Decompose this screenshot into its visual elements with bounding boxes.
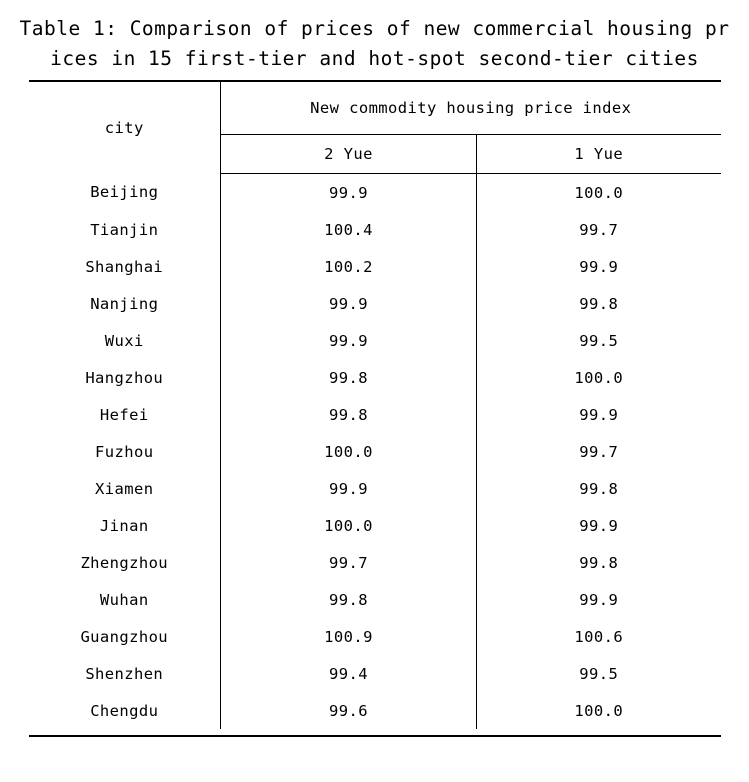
cell-month-1: 99.7 (579, 442, 619, 461)
cell-city: Tianjin (90, 220, 159, 239)
cell-city: Guangzhou (80, 627, 169, 646)
table-row (29, 655, 721, 692)
table-row (29, 581, 721, 618)
cell-city: Fuzhou (95, 442, 154, 461)
price-index-table (29, 80, 721, 729)
cell-month-2: 99.9 (221, 174, 477, 212)
table-row (29, 470, 721, 507)
cell-month-2: 99.8 (221, 359, 477, 396)
cell-month-1: 100.0 (574, 183, 624, 202)
cell-month-2: 100.0 (221, 433, 477, 470)
table-row (29, 618, 721, 655)
cell-month-2: 99.6 (221, 692, 477, 729)
cell-month-2: 99.8 (221, 396, 477, 433)
cell-city: Hefei (99, 405, 149, 424)
cell-city: Beijing (90, 183, 159, 202)
cell-month-1: 99.9 (579, 590, 619, 609)
table-row (29, 211, 721, 248)
table-row (29, 692, 721, 729)
cell-month-1: 99.8 (579, 553, 619, 572)
cell-month-2: 99.7 (221, 544, 477, 581)
cell-month-2: 99.9 (221, 470, 477, 507)
table-row (29, 433, 721, 470)
table-bottom-rule (29, 735, 721, 737)
cell-city: Shenzhen (85, 664, 164, 683)
cell-month-2: 100.4 (221, 211, 477, 248)
column-header-month-1: 1 Yue (477, 135, 721, 174)
cell-month-1: 99.9 (579, 516, 619, 535)
cell-month-2: 99.8 (221, 581, 477, 618)
header-row-group (29, 81, 721, 135)
table-row (29, 174, 721, 212)
table-body (29, 174, 721, 730)
cell-month-2: 99.9 (221, 322, 477, 359)
table-row (29, 544, 721, 581)
cell-city: Jinan (99, 516, 149, 535)
column-header-month-2: 2 Yue (221, 135, 477, 174)
cell-month-1: 99.8 (579, 479, 619, 498)
table-row (29, 248, 721, 285)
cell-month-2: 100.2 (221, 248, 477, 285)
table-row (29, 507, 721, 544)
cell-month-1: 99.7 (579, 220, 619, 239)
cell-city: Chengdu (90, 701, 159, 720)
cell-month-1: 99.5 (579, 664, 619, 683)
cell-city: Xiamen (95, 479, 154, 498)
cell-month-2: 99.4 (221, 655, 477, 692)
column-header-group: New commodity housing price index (221, 81, 721, 135)
cell-month-1: 100.0 (574, 368, 624, 387)
cell-month-2: 100.0 (221, 507, 477, 544)
cell-month-1: 99.9 (579, 257, 619, 276)
cell-city: Hangzhou (85, 368, 164, 387)
cell-month-1: 99.8 (579, 294, 619, 313)
table-head (29, 81, 721, 174)
table-caption: Table 1: Comparison of prices of new commercial housing prices in 15 first-tier and hot-spot second-tier cities (19, 17, 730, 70)
cell-city: Wuxi (104, 331, 144, 350)
cell-city: Zhengzhou (80, 553, 169, 572)
cell-month-2: 99.9 (221, 285, 477, 322)
table-row (29, 322, 721, 359)
cell-month-1: 99.9 (579, 405, 619, 424)
cell-month-1: 99.5 (579, 331, 619, 350)
cell-month-1: 100.6 (574, 627, 624, 646)
cell-city: Nanjing (90, 294, 159, 313)
cell-month-1: 100.0 (574, 701, 624, 720)
table-row (29, 359, 721, 396)
cell-month-2: 100.9 (221, 618, 477, 655)
cell-city: Wuhan (99, 590, 149, 609)
table-row (29, 396, 721, 433)
column-header-city: city (29, 81, 221, 174)
table-row (29, 285, 721, 322)
cell-city: Shanghai (85, 257, 164, 276)
